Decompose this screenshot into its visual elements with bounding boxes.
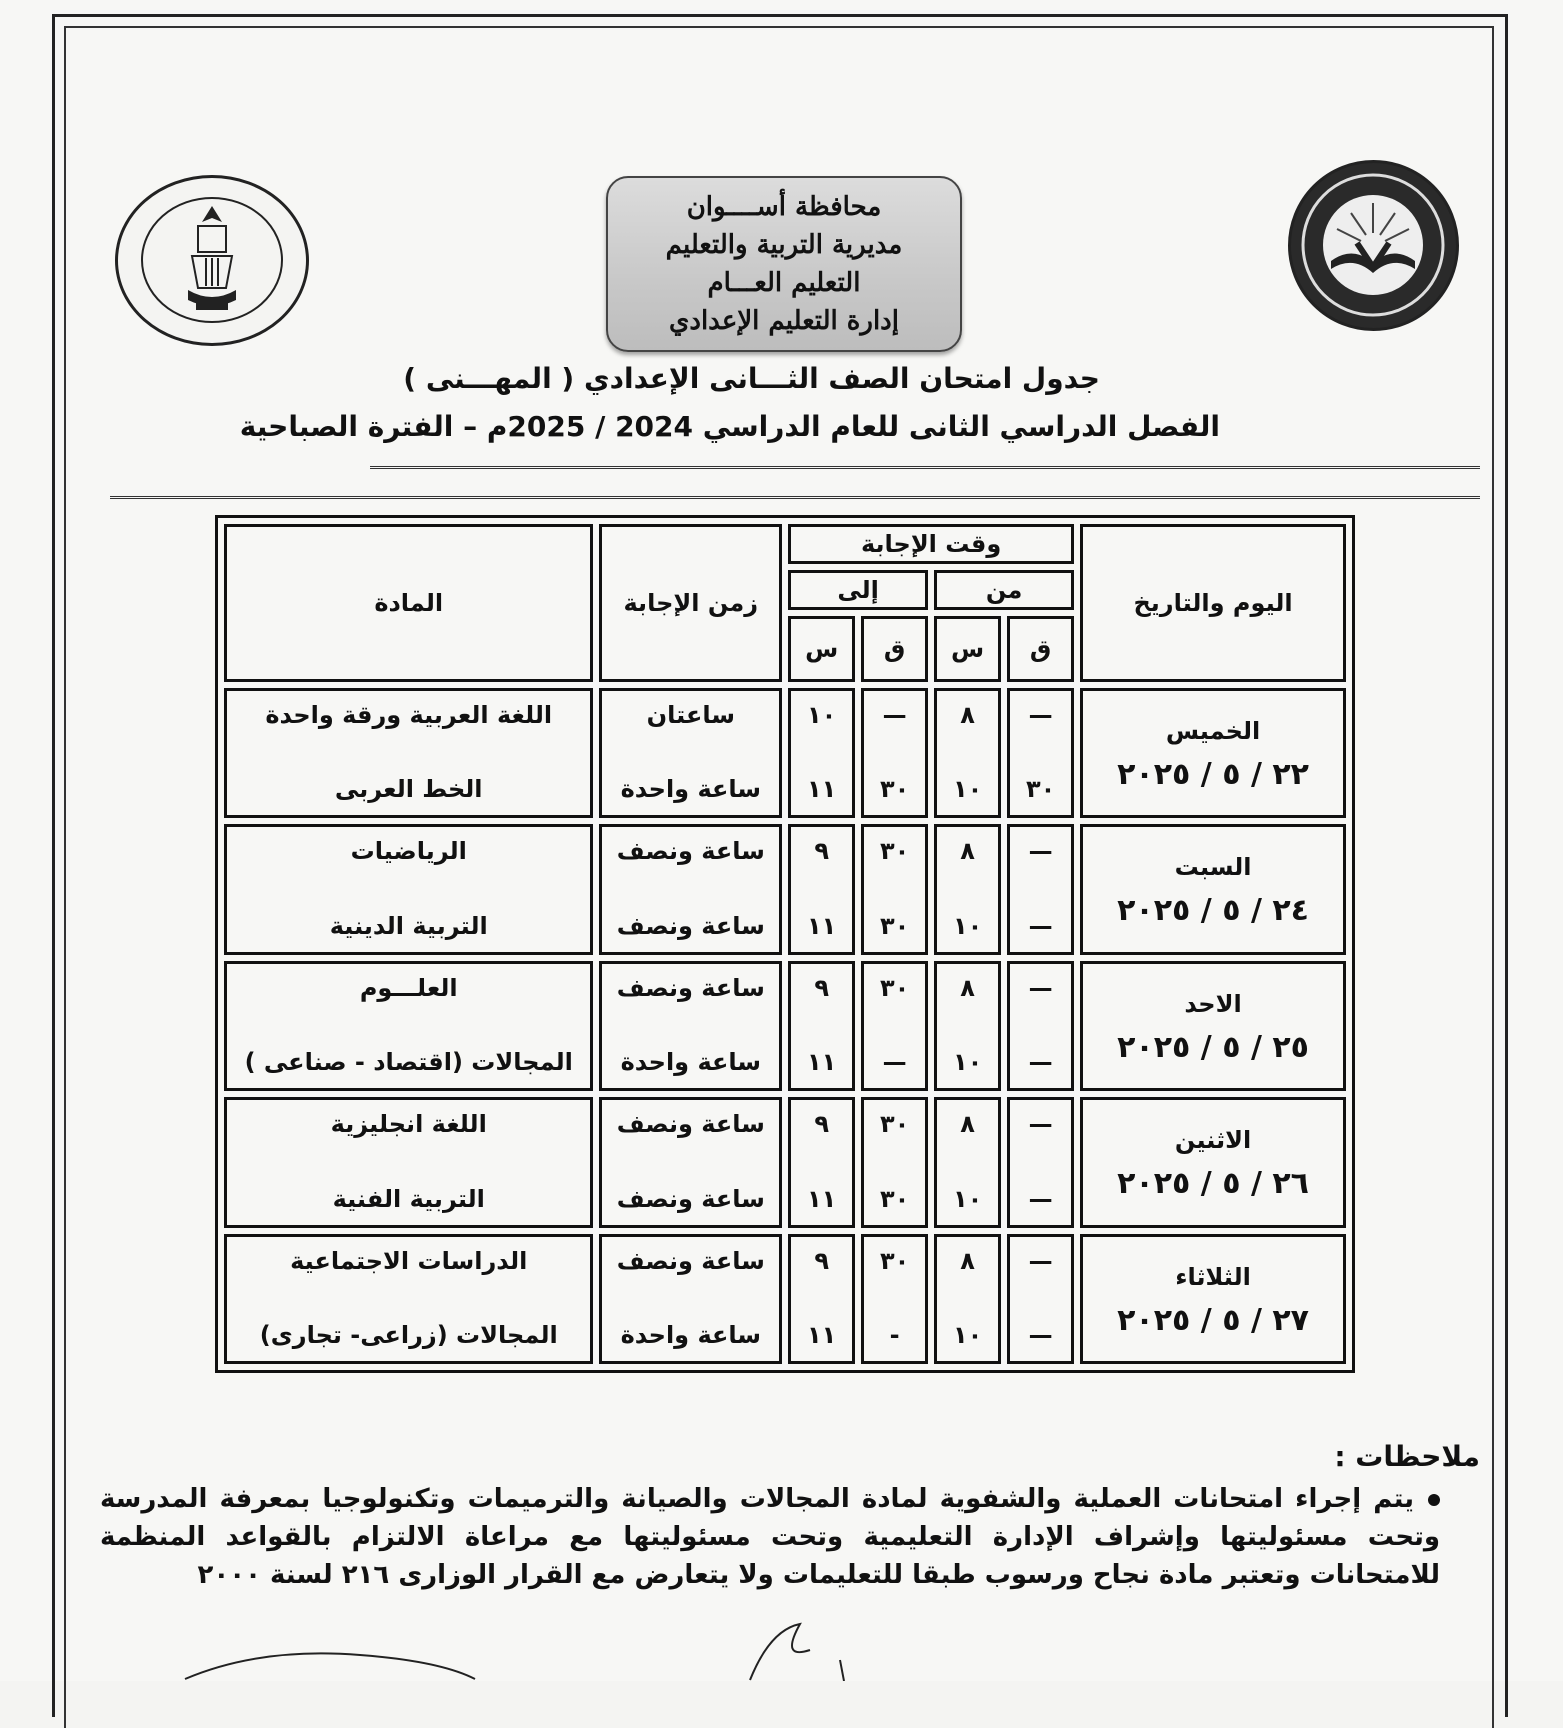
- day-name: السبت: [1174, 853, 1252, 882]
- header-line-directorate: مديرية التربية والتعليم: [665, 230, 903, 260]
- from-hour-cell: [934, 1097, 1001, 1227]
- duration-cell: [599, 1234, 782, 1365]
- duration-2: ساعة واحدة: [620, 1048, 761, 1077]
- day-date-cell: [1080, 961, 1346, 1091]
- subject-1: العلـــوم: [359, 973, 458, 1002]
- from-minute-cell: [1007, 688, 1074, 818]
- header-to-minute: ق: [861, 616, 928, 682]
- to-hour-2: ١١: [807, 1184, 837, 1213]
- from-minute-1: —: [1028, 1246, 1053, 1275]
- day-date-cell: [1080, 824, 1346, 954]
- from-minute-2: —: [1028, 1321, 1053, 1349]
- to-minute-cell: [861, 1234, 928, 1365]
- from-hour-cell: [934, 824, 1001, 954]
- from-hour-cell: [934, 1234, 1001, 1365]
- notes-text: يتم إجراء امتحانات العملية والشفوية لمادة المجالات والصيانة والترميمات وتكنولوجيا بمعرفة المدرسة وتحت مسئوليتها وإشراف الإدارة التعليمية وتحت مسئوليتها مع مراعاة الالتزام بالقواعد المنظمة للامتحانات وتعتبر مادة نجاح ورسوب طبقا للتعليمات ولا يتعارض مع القرار الوزارى ٢١٦ لسنة ٢٠٠٠: [100, 1484, 1440, 1590]
- from-minute-1: —: [1028, 837, 1053, 866]
- day-name: الاثنين: [1174, 1126, 1252, 1155]
- exam-date: ٢٥ / ٥ / ٢٠٢٥: [1117, 1029, 1309, 1065]
- duration-cell: [599, 961, 782, 1091]
- table-row: [224, 824, 1346, 954]
- table-row: [224, 961, 1346, 1091]
- from-minute-cell: [1007, 961, 1074, 1091]
- duration-2: ساعة واحدة: [620, 775, 761, 804]
- signature-left: [180, 1645, 480, 1681]
- from-hour-2: ١٠: [952, 775, 983, 804]
- header-line-general-education: التعليم العـــام: [707, 268, 861, 298]
- to-minute-2: ٣٠: [879, 1184, 910, 1213]
- aswan-seal-icon: [115, 175, 309, 346]
- to-minute-cell: [861, 824, 928, 954]
- to-minute-2: ٣٠: [879, 775, 910, 804]
- from-minute-cell: [1007, 1234, 1074, 1365]
- day-name: الثلاثاء: [1175, 1262, 1251, 1291]
- from-hour-2: ١٠: [952, 1321, 983, 1349]
- from-hour-cell: [934, 961, 1001, 1091]
- to-hour-cell: [788, 824, 855, 954]
- to-minute-2: -: [889, 1321, 900, 1349]
- duration-1: ساعة ونصف: [616, 837, 765, 866]
- to-hour-2: ١١: [807, 775, 837, 804]
- subject-cell: [224, 824, 593, 954]
- duration-1: ساعة ونصف: [616, 973, 765, 1002]
- to-minute-2: —: [882, 1048, 907, 1077]
- from-minute-1: —: [1028, 700, 1053, 729]
- to-minute-cell: [861, 1097, 928, 1227]
- exam-schedule-table: [215, 515, 1355, 1373]
- from-minute-1: —: [1028, 1110, 1053, 1139]
- subject-1: الرياضيات: [350, 837, 467, 866]
- schedule-title: جدول امتحان الصف الثـــانى الإعدادي ( المهـــنى ): [403, 362, 1100, 395]
- schedule-subtitle: الفصل الدراسي الثانى للعام الدراسي 2024 / 2025م – الفترة الصباحية: [239, 410, 1220, 443]
- notes-title: ملاحظات :: [1334, 1440, 1480, 1473]
- divider-line: [370, 466, 1480, 469]
- subject-cell: [224, 688, 593, 818]
- from-hour-cell: [934, 688, 1001, 818]
- from-hour-1: ٨: [960, 1110, 975, 1139]
- to-hour-2: ١١: [807, 1321, 837, 1349]
- day-date-cell: [1080, 1234, 1346, 1365]
- from-minute-2: ٣٠: [1025, 775, 1056, 804]
- day-date-cell: [1080, 1097, 1346, 1227]
- from-hour-1: ٨: [960, 700, 975, 729]
- header-duration: زمن الإجابة: [599, 524, 782, 682]
- duration-cell: [599, 688, 782, 818]
- from-minute-1: —: [1028, 973, 1053, 1002]
- header-from-hour: س: [934, 616, 1001, 682]
- header-day-date: اليوم والتاريخ: [1080, 524, 1346, 682]
- from-minute-2: —: [1028, 1184, 1053, 1213]
- duration-2: ساعة ونصف: [616, 1184, 765, 1213]
- to-hour-1: ٩: [814, 973, 829, 1002]
- duration-2: ساعة واحدة: [620, 1321, 761, 1349]
- header-from-minute: ق: [1007, 616, 1074, 682]
- duration-cell: [599, 824, 782, 954]
- to-minute-1: ٣٠: [879, 837, 910, 866]
- subject-cell: [224, 1234, 593, 1365]
- from-hour-2: ١٠: [952, 1048, 983, 1077]
- subject-cell: [224, 1097, 593, 1227]
- header-answer-time: وقت الإجابة: [788, 524, 1074, 564]
- subject-1: اللغة العربية ورقة واحدة: [265, 700, 553, 729]
- header-line-prep-administration: إدارة التعليم الإعدادي: [669, 306, 899, 336]
- to-hour-2: ١١: [807, 911, 837, 940]
- header-subject: المادة: [224, 524, 593, 682]
- divider-line: [110, 496, 1480, 499]
- duration-1: ساعة ونصف: [616, 1110, 765, 1139]
- day-name: الخميس: [1165, 717, 1261, 746]
- from-minute-2: —: [1028, 911, 1053, 940]
- to-minute-1: ٣٠: [879, 1246, 910, 1275]
- subject-2: الخط العربى: [334, 775, 483, 804]
- from-hour-1: ٨: [960, 973, 975, 1002]
- to-minute-cell: [861, 688, 928, 818]
- from-hour-1: ٨: [960, 1246, 975, 1275]
- subject-cell: [224, 961, 593, 1091]
- table-row: [224, 1097, 1346, 1227]
- from-hour-2: ١٠: [952, 911, 983, 940]
- to-hour-1: ٩: [814, 1246, 829, 1275]
- to-hour-1: ١٠: [807, 700, 837, 729]
- to-hour-cell: [788, 688, 855, 818]
- from-minute-cell: [1007, 824, 1074, 954]
- to-hour-cell: [788, 961, 855, 1091]
- table-row: [224, 1234, 1346, 1365]
- notes-paragraph: [100, 1480, 1440, 1594]
- to-minute-1: ٣٠: [879, 1110, 910, 1139]
- from-hour-1: ٨: [960, 837, 975, 866]
- header-to: إلى: [788, 570, 928, 610]
- from-minute-cell: [1007, 1097, 1074, 1227]
- to-hour-cell: [788, 1234, 855, 1365]
- to-minute-1: —: [882, 700, 907, 729]
- header-from: من: [934, 570, 1074, 610]
- table-row: [224, 688, 1346, 818]
- day-date-cell: [1080, 688, 1346, 818]
- to-hour-2: ١١: [807, 1048, 837, 1077]
- duration-1: ساعتان: [646, 700, 735, 729]
- signature-center: [740, 1610, 880, 1681]
- to-minute-2: ٣٠: [879, 911, 910, 940]
- subject-2: المجالات (اقتصاد - صناعى ): [244, 1048, 573, 1077]
- from-hour-2: ١٠: [952, 1184, 983, 1213]
- duration-cell: [599, 1097, 782, 1227]
- to-minute-cell: [861, 961, 928, 1091]
- duration-1: ساعة ونصف: [616, 1246, 765, 1275]
- to-hour-1: ٩: [814, 837, 829, 866]
- duration-2: ساعة ونصف: [616, 911, 765, 940]
- subject-1: الدراسات الاجتماعية: [290, 1246, 528, 1275]
- header-to-hour: س: [788, 616, 855, 682]
- subject-2: التربية الدينية: [329, 911, 488, 940]
- to-hour-cell: [788, 1097, 855, 1227]
- subject-2: المجالات (زراعى- تجارى): [259, 1321, 558, 1349]
- exam-date: ٢٤ / ٥ / ٢٠٢٥: [1117, 893, 1309, 929]
- header-line-governorate: محافظة أســــوان: [686, 192, 882, 222]
- bullet-icon: [1428, 1494, 1440, 1506]
- exam-date: ٢٦ / ٥ / ٢٠٢٥: [1117, 1166, 1309, 1202]
- directorate-header: [606, 176, 962, 352]
- to-minute-1: ٣٠: [879, 973, 910, 1002]
- from-minute-2: —: [1028, 1048, 1053, 1077]
- subject-2: التربية الفنية: [332, 1184, 485, 1213]
- day-name: الاحد: [1184, 989, 1242, 1018]
- exam-date: ٢٧ / ٥ / ٢٠٢٥: [1117, 1302, 1309, 1338]
- subject-1: اللغة انجليزية: [330, 1110, 487, 1139]
- directorate-logo-icon: [1288, 160, 1459, 331]
- exam-date: ٢٢ / ٥ / ٢٠٢٥: [1117, 757, 1309, 793]
- to-hour-1: ٩: [814, 1110, 829, 1139]
